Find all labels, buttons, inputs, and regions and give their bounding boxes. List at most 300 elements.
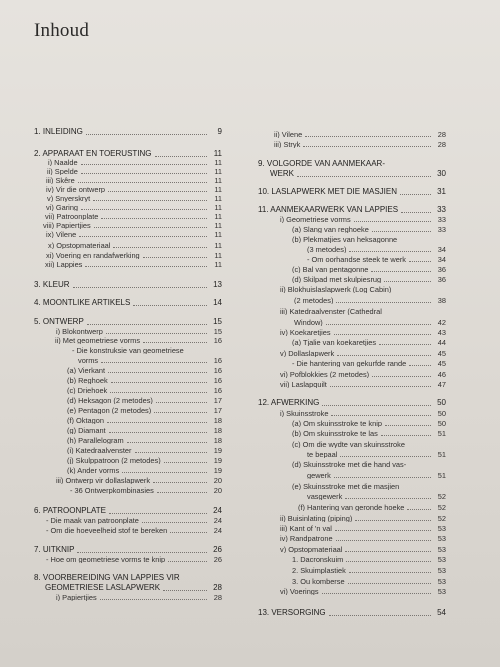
toc-entry-title: (b) Reghoek bbox=[67, 377, 108, 385]
toc-entry-title: v) Opstopmateriaal bbox=[280, 546, 343, 554]
toc-entry bbox=[67, 387, 222, 394]
dot-leader bbox=[110, 392, 207, 393]
toc-entry bbox=[67, 377, 222, 384]
toc-entry-page: 15 bbox=[213, 328, 222, 336]
toc-entry-page: 52 bbox=[437, 504, 446, 512]
toc-entry bbox=[48, 159, 222, 166]
toc-entry bbox=[292, 276, 446, 283]
toc-entry bbox=[46, 517, 222, 524]
toc-entry-page: 16 bbox=[213, 357, 222, 365]
toc-entry-page: 34 bbox=[437, 256, 446, 264]
toc-entry-title: 2. APPARAAT EN TOERUSTING bbox=[34, 150, 152, 158]
toc-entry-page: 11 bbox=[214, 186, 222, 194]
toc-entry bbox=[294, 319, 446, 326]
toc-entry bbox=[280, 371, 446, 378]
toc-entry-title: viii) Papiertjies bbox=[43, 222, 91, 230]
toc-entry bbox=[307, 451, 446, 458]
toc-entry bbox=[307, 493, 446, 500]
toc-entry-page: 11 bbox=[214, 159, 222, 167]
toc-entry-title: (f) Oktagon bbox=[67, 417, 104, 425]
dot-leader bbox=[409, 261, 431, 262]
toc-entry-title: WERK bbox=[270, 170, 294, 178]
toc-entry bbox=[67, 427, 222, 434]
toc-entry-title: Window) bbox=[294, 319, 323, 327]
toc-entry-title: (b) Plekmatjies van heksagonne bbox=[292, 236, 398, 244]
dot-leader bbox=[164, 462, 207, 463]
toc-entry-title: vi) Garing bbox=[46, 204, 79, 212]
toc-entry bbox=[280, 410, 446, 417]
page-title: Inhoud bbox=[34, 20, 90, 41]
toc-entry-page: 45 bbox=[437, 360, 446, 368]
toc-entry bbox=[47, 195, 222, 202]
toc-entry-title: (a) Om skuinsstroke te knip bbox=[292, 420, 382, 428]
toc-entry-page: 33 bbox=[437, 226, 446, 234]
toc-entry bbox=[67, 367, 222, 374]
dot-leader bbox=[154, 412, 207, 413]
dot-leader bbox=[346, 561, 431, 562]
toc-entry-page: 44 bbox=[437, 339, 446, 347]
toc-entry-title: i) Naalde bbox=[48, 159, 78, 167]
toc-entry bbox=[72, 347, 222, 354]
dot-leader bbox=[297, 176, 431, 177]
dot-leader bbox=[348, 583, 431, 584]
toc-entry bbox=[280, 546, 446, 553]
toc-entry-title: v) Dollaslapwerk bbox=[280, 350, 335, 358]
toc-entry-page: 28 bbox=[213, 594, 222, 602]
dot-leader bbox=[106, 333, 207, 334]
toc-entry bbox=[292, 430, 446, 437]
toc-entry bbox=[280, 286, 446, 293]
toc-entry bbox=[292, 236, 446, 243]
toc-entry-title: (c) Bal van pentagonne bbox=[292, 266, 369, 274]
toc-entry-title: iii) Katedraalvenster (Cathedral bbox=[280, 308, 382, 316]
toc-entry-title: i) Papiertjies bbox=[56, 594, 97, 602]
toc-entry-page: 26 bbox=[213, 546, 222, 554]
toc-entry-page: 34 bbox=[437, 246, 446, 254]
dot-leader bbox=[78, 182, 207, 183]
toc-entry bbox=[292, 461, 446, 468]
toc-entry bbox=[46, 252, 222, 259]
toc-entry-page: 24 bbox=[213, 507, 222, 515]
dot-leader bbox=[81, 209, 207, 210]
toc-entry bbox=[280, 308, 446, 315]
dot-leader bbox=[81, 173, 207, 174]
toc-entry-title: xi) Voering en randafwerking bbox=[46, 252, 140, 260]
toc-entry-page: 53 bbox=[437, 578, 446, 586]
toc-entry-page: 51 bbox=[437, 451, 446, 459]
toc-entry-title: 12. AFWERKING bbox=[258, 399, 320, 407]
toc-entry-page: 11 bbox=[214, 195, 222, 203]
toc-entry bbox=[292, 441, 446, 448]
toc-entry bbox=[258, 399, 446, 407]
toc-entry bbox=[46, 527, 222, 534]
toc-entry-page: 20 bbox=[213, 487, 222, 495]
toc-entry-page: 45 bbox=[437, 350, 446, 358]
dot-leader bbox=[355, 520, 431, 521]
dot-leader bbox=[331, 415, 431, 416]
toc-entry-page: 11 bbox=[214, 168, 222, 176]
toc-entry-title: (d) Heksagon (2 metodes) bbox=[67, 397, 153, 405]
toc-entry bbox=[280, 525, 446, 532]
toc-entry-title: vii) Patroonplate bbox=[45, 213, 99, 221]
toc-entry-title: 3. KLEUR bbox=[34, 281, 70, 289]
toc-entry bbox=[46, 231, 222, 238]
toc-entry bbox=[67, 417, 222, 424]
toc-entry bbox=[45, 213, 222, 220]
toc-entry-page: 54 bbox=[437, 609, 446, 617]
dot-leader bbox=[349, 251, 431, 252]
dot-leader bbox=[303, 146, 431, 147]
dot-leader bbox=[372, 376, 431, 377]
dot-leader bbox=[336, 540, 431, 541]
toc-entry bbox=[292, 556, 446, 563]
toc-entry-page: 31 bbox=[437, 188, 446, 196]
dot-leader bbox=[133, 305, 207, 306]
toc-entry-title: vasgewerk bbox=[307, 493, 343, 501]
toc-entry-title: - Die maak van patroonplate bbox=[46, 517, 139, 525]
toc-entry-page: 53 bbox=[437, 567, 446, 575]
toc-entry-page: 51 bbox=[437, 430, 446, 438]
toc-entry-page: 33 bbox=[437, 216, 446, 224]
toc-entry bbox=[46, 177, 222, 184]
dot-leader bbox=[170, 532, 207, 533]
toc-entry-title: (h) Parallelogram bbox=[67, 437, 124, 445]
dot-leader bbox=[381, 435, 431, 436]
dot-leader bbox=[345, 551, 431, 552]
toc-entry bbox=[56, 328, 222, 335]
dot-leader bbox=[142, 522, 207, 523]
toc-entry bbox=[294, 297, 446, 304]
toc-entry-page: 9 bbox=[217, 128, 222, 136]
toc-entry-page: 11 bbox=[214, 231, 222, 239]
dot-leader bbox=[326, 324, 431, 325]
toc-entry-page: 18 bbox=[213, 427, 222, 435]
toc-entry-page: 30 bbox=[437, 170, 446, 178]
toc-entry bbox=[78, 357, 222, 364]
toc-entry-page: 11 bbox=[214, 252, 222, 260]
toc-entry bbox=[55, 337, 222, 344]
toc-entry-page: 11 bbox=[213, 150, 222, 158]
toc-entry-title: (2 metodes) bbox=[294, 297, 334, 305]
toc-entry-page: 47 bbox=[437, 381, 446, 389]
toc-entry-title: iii) Stryk bbox=[274, 141, 301, 149]
toc-entry-page: 16 bbox=[213, 377, 222, 385]
toc-entry bbox=[280, 381, 446, 388]
dot-leader bbox=[349, 572, 431, 573]
toc-entry bbox=[280, 329, 446, 336]
toc-entry bbox=[34, 299, 222, 307]
dot-leader bbox=[109, 513, 207, 514]
toc-entry-title: te bepaal bbox=[307, 451, 338, 459]
dot-leader bbox=[384, 281, 431, 282]
dot-leader bbox=[409, 365, 431, 366]
toc-entry-page: 33 bbox=[437, 206, 446, 214]
toc-entry bbox=[292, 266, 446, 273]
toc-entry-title: (d) Skilpad met skulpiesrug bbox=[292, 276, 382, 284]
toc-entry-title: (f) Hantering van geronde hoeke bbox=[298, 504, 405, 512]
toc-entry bbox=[292, 339, 446, 346]
dot-leader bbox=[79, 236, 207, 237]
dot-leader bbox=[334, 477, 431, 478]
toc-entry-page: 26 bbox=[213, 556, 222, 564]
toc-entry-title: vi) Pofblokkies (2 metodes) bbox=[280, 371, 370, 379]
toc-entry bbox=[270, 170, 446, 178]
toc-entry-title: (k) Ander vorms bbox=[67, 467, 120, 475]
toc-entry-title: (j) Skulppatroon (2 metodes) bbox=[67, 457, 161, 465]
toc-entry-page: 36 bbox=[437, 266, 446, 274]
dot-leader bbox=[330, 386, 431, 387]
toc-entry bbox=[258, 206, 446, 214]
toc-entry-title: v) Snyerskryt bbox=[47, 195, 91, 203]
toc-entry-title: (g) Diamant bbox=[67, 427, 106, 435]
toc-entry bbox=[280, 216, 446, 223]
toc-entry-title: iv) Randpatrone bbox=[280, 535, 333, 543]
toc-entry-title: iv) Vir die ontwerp bbox=[46, 186, 106, 194]
toc-entry bbox=[67, 447, 222, 454]
toc-entry-title: iii) Ontwerp vir dollaslapwerk bbox=[56, 477, 151, 485]
toc-entry bbox=[56, 477, 222, 484]
toc-entry-title: - Om die hoeveelheid stof te bereken bbox=[46, 527, 168, 535]
toc-entry-title: - Die konstruksie van geometriese bbox=[72, 347, 184, 355]
toc-entry-page: 38 bbox=[437, 297, 446, 305]
toc-entry-page: 20 bbox=[213, 477, 222, 485]
toc-entry bbox=[34, 507, 222, 515]
toc-entry bbox=[307, 256, 446, 263]
dot-leader bbox=[85, 266, 207, 267]
dot-leader bbox=[87, 324, 207, 325]
toc-entry bbox=[43, 222, 222, 229]
toc-entry bbox=[46, 556, 222, 563]
toc-entry-page: 53 bbox=[437, 535, 446, 543]
toc-entry bbox=[292, 483, 446, 490]
toc-entry bbox=[34, 574, 222, 582]
toc-entry-title: 13. VERSORGING bbox=[258, 609, 326, 617]
toc-entry-page: 11 bbox=[214, 204, 222, 212]
toc-entry-title: ii) Vilene bbox=[274, 131, 303, 139]
toc-entry-title: (d) Skuinsstroke met die hand vas- bbox=[292, 461, 407, 469]
dot-leader bbox=[153, 482, 207, 483]
toc-entry bbox=[307, 472, 446, 479]
toc-entry bbox=[307, 246, 446, 253]
toc-entry bbox=[280, 350, 446, 357]
toc-entry bbox=[70, 487, 222, 494]
toc-entry-title: 10. LASLAPWERK MET DIE MASJIEN bbox=[258, 188, 398, 196]
dot-leader bbox=[371, 271, 431, 272]
dot-leader bbox=[157, 492, 207, 493]
toc-entry-page: 36 bbox=[437, 276, 446, 284]
toc-entry-page: 17 bbox=[213, 407, 222, 415]
toc-entry-page: 11 bbox=[214, 261, 222, 269]
dot-leader bbox=[340, 456, 431, 457]
toc-entry-title: ix) Vilene bbox=[46, 231, 77, 239]
toc-entry bbox=[258, 188, 446, 196]
dot-leader bbox=[113, 247, 207, 248]
toc-entry bbox=[46, 204, 222, 211]
toc-entry bbox=[34, 318, 222, 326]
toc-entry-page: 51 bbox=[437, 472, 446, 480]
dot-leader bbox=[163, 590, 207, 591]
toc-entry bbox=[292, 360, 446, 367]
toc-entry-page: 28 bbox=[213, 584, 222, 592]
dot-leader bbox=[122, 472, 207, 473]
toc-entry-title: 2. Skuimplastiek bbox=[292, 567, 346, 575]
toc-entry bbox=[292, 420, 446, 427]
toc-entry bbox=[47, 168, 222, 175]
toc-entry bbox=[67, 437, 222, 444]
dot-leader bbox=[379, 344, 431, 345]
toc-entry-title: 3. Ou komberse bbox=[292, 578, 345, 586]
toc-entry bbox=[56, 594, 222, 601]
toc-entry-title: (i) Katedraalvenster bbox=[67, 447, 132, 455]
toc-entry-page: 53 bbox=[437, 525, 446, 533]
toc-entry bbox=[45, 261, 222, 268]
dot-leader bbox=[354, 221, 431, 222]
dot-leader bbox=[143, 342, 207, 343]
toc-entry-page: 50 bbox=[437, 420, 446, 428]
toc-entry-page: 11 bbox=[214, 222, 222, 230]
toc-entry-title: (b) Om skuinsstroke te las bbox=[292, 430, 378, 438]
toc-entry bbox=[45, 584, 222, 592]
dot-leader bbox=[100, 599, 207, 600]
dot-leader bbox=[143, 257, 207, 258]
toc-entry-title: vi) Voerings bbox=[280, 588, 319, 596]
toc-entry-title: xii) Lappies bbox=[45, 261, 83, 269]
toc-entry bbox=[34, 546, 222, 554]
dot-leader bbox=[77, 552, 207, 553]
toc-entry-title: - Die hantering van gekurfde rande bbox=[292, 360, 407, 368]
toc-entry-title: 1. INLEIDING bbox=[34, 128, 83, 136]
dot-leader bbox=[322, 405, 431, 406]
dot-leader bbox=[73, 287, 207, 288]
dot-leader bbox=[135, 452, 208, 453]
dot-leader bbox=[93, 200, 207, 201]
toc-entry-title: - 36 Ontwerpkombinasies bbox=[70, 487, 154, 495]
toc-entry-title: gewerk bbox=[307, 472, 331, 480]
toc-entry bbox=[46, 186, 222, 193]
dot-leader bbox=[334, 334, 431, 335]
dot-leader bbox=[407, 509, 431, 510]
toc-entry-page: 53 bbox=[437, 556, 446, 564]
toc-entry-page: 53 bbox=[437, 588, 446, 596]
toc-entry-title: ii) Blokhuislaslapwerk (Log Cabin) bbox=[280, 286, 392, 294]
dot-leader bbox=[101, 362, 207, 363]
toc-entry-page: 17 bbox=[213, 397, 222, 405]
toc-entry bbox=[258, 609, 446, 617]
toc-entry-title: 5. ONTWERP bbox=[34, 318, 84, 326]
toc-entry-title: ii) Spelde bbox=[47, 168, 78, 176]
dot-leader bbox=[336, 302, 431, 303]
toc-entry-page: 11 bbox=[214, 242, 222, 250]
toc-entry-page: 15 bbox=[213, 318, 222, 326]
dot-leader bbox=[400, 194, 431, 195]
dot-leader bbox=[401, 212, 431, 213]
dot-leader bbox=[337, 355, 431, 356]
toc-entry-page: 50 bbox=[437, 410, 446, 418]
dot-leader bbox=[94, 227, 207, 228]
toc-entry-title: 4. MOONTLIKE ARTIKELS bbox=[34, 299, 131, 307]
toc-entry bbox=[292, 567, 446, 574]
toc-entry bbox=[67, 467, 222, 474]
toc-entry-title: (c) Om die wydte van skuinsstroke bbox=[292, 441, 405, 449]
toc-entry-title: iii) Kant of 'n val bbox=[280, 525, 332, 533]
dot-leader bbox=[385, 425, 431, 426]
dot-leader bbox=[335, 530, 431, 531]
dot-leader bbox=[108, 191, 207, 192]
toc-entry-title: vii) Laslapquilt bbox=[280, 381, 327, 389]
dot-leader bbox=[107, 422, 207, 423]
toc-entry-page: 28 bbox=[437, 131, 446, 139]
toc-entry-page: 16 bbox=[213, 337, 222, 345]
toc-entry bbox=[67, 457, 222, 464]
dot-leader bbox=[329, 615, 431, 616]
toc-entry-page: 24 bbox=[213, 527, 222, 535]
dot-leader bbox=[345, 498, 431, 499]
toc-entry-title: ii) Met geometriese vorms bbox=[55, 337, 141, 345]
toc-entry-page: 46 bbox=[437, 371, 446, 379]
toc-entry-title: 9. VOLGORDE VAN AANMEKAAR- bbox=[258, 160, 385, 168]
toc-entry bbox=[292, 578, 446, 585]
dot-leader bbox=[305, 136, 431, 137]
toc-entry-title: i) Geometriese vorms bbox=[280, 216, 351, 224]
toc-entry bbox=[34, 150, 222, 158]
toc-entry-page: 52 bbox=[437, 515, 446, 523]
toc-entry-page: 18 bbox=[213, 437, 222, 445]
toc-entry bbox=[274, 141, 446, 148]
toc-entry-page: 18 bbox=[213, 417, 222, 425]
toc-entry-title: (e) Skuinsstroke met die masjien bbox=[292, 483, 400, 491]
toc-entry-title: 7. UITKNIP bbox=[34, 546, 75, 554]
toc-entry-page: 16 bbox=[213, 367, 222, 375]
toc-entry-page: 19 bbox=[213, 457, 222, 465]
toc-entry bbox=[34, 281, 222, 289]
toc-entry bbox=[258, 160, 446, 168]
toc-entry-title: i) Blokontwerp bbox=[56, 328, 103, 336]
dot-leader bbox=[81, 164, 207, 165]
toc-entry-title: 6. PATROONPLATE bbox=[34, 507, 107, 515]
toc-entry-title: (a) Vierkant bbox=[67, 367, 106, 375]
dot-leader bbox=[108, 372, 207, 373]
dot-leader bbox=[156, 402, 207, 403]
toc-entry bbox=[274, 131, 446, 138]
toc-entry-page: 19 bbox=[213, 447, 222, 455]
toc-entry-page: 14 bbox=[213, 299, 222, 307]
dot-leader bbox=[155, 156, 207, 157]
toc-entry-page: 28 bbox=[437, 141, 446, 149]
toc-entry-title: iv) Koekaretjies bbox=[280, 329, 331, 337]
toc-entry-title: iii) Skêre bbox=[46, 177, 75, 185]
toc-entry-title: 8. VOORBEREIDING VAN LAPPIES VIR bbox=[34, 574, 180, 582]
toc-entry-title: x) Opstopmateriaal bbox=[48, 242, 111, 250]
toc-entry-title: - Hoe om geometriese vorms te knip bbox=[46, 556, 166, 564]
dot-leader bbox=[127, 442, 207, 443]
toc-entry bbox=[280, 535, 446, 542]
dot-leader bbox=[322, 593, 431, 594]
toc-entry-title: i) Skuinsstroke bbox=[280, 410, 329, 418]
toc-entry-page: 50 bbox=[437, 399, 446, 407]
toc-entry bbox=[48, 242, 222, 249]
toc-entry-title: (c) Driehoek bbox=[67, 387, 108, 395]
toc-entry bbox=[292, 226, 446, 233]
dot-leader bbox=[168, 561, 207, 562]
toc-entry-title: (e) Pentagon (2 metodes) bbox=[67, 407, 152, 415]
toc-entry-title: (a) Slang van reghoeke bbox=[292, 226, 369, 234]
toc-entry-page: 13 bbox=[213, 281, 222, 289]
toc-entry-title: ii) Buisinlating (piping) bbox=[280, 515, 353, 523]
toc-entry-title: 1. Dacronskuim bbox=[292, 556, 344, 564]
dot-leader bbox=[101, 218, 207, 219]
toc-entry-page: 53 bbox=[437, 546, 446, 554]
toc-entry-page: 24 bbox=[213, 517, 222, 525]
